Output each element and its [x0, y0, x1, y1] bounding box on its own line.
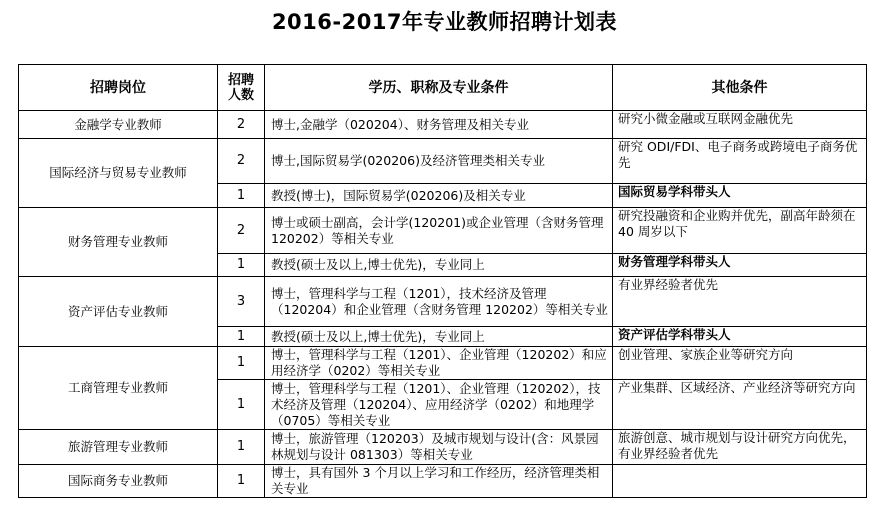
conditions-cell: 博士,国际贸易学(020206)及经济管理类相关专业 [265, 139, 613, 184]
other-cell: 财务管理学科带头人 [613, 254, 867, 277]
position-cell: 金融学专业教师 [19, 111, 218, 139]
count-cell: 3 [218, 277, 265, 327]
table-row [19, 139, 867, 184]
count-cell: 1 [218, 254, 265, 277]
header-count-line1: 招聘 [227, 72, 254, 88]
other-cell: 旅游创意、城市规划与设计研究方向优先，有业界经验者优先 [613, 430, 867, 465]
other-cell: 研究投融资和企业购并优先，副高年龄须在 40 周岁以下 [613, 208, 867, 254]
conditions-cell: 博士，旅游管理（120203）及城市规划与设计(含：风景园林规划与设计 081303）等相关专业 [265, 430, 613, 465]
position-cell: 财务管理专业教师 [19, 208, 218, 277]
count-cell: 2 [218, 111, 265, 139]
count-cell: 1 [218, 184, 265, 208]
conditions-cell: 博士,金融学（020204）、财务管理及相关专业 [265, 111, 613, 139]
conditions-cell: 博士，具有国外 3 个月以上学习和工作经历，经济管理类相关专业 [265, 465, 613, 498]
conditions-cell: 教授(硕士及以上,博士优先)，专业同上 [265, 327, 613, 347]
other-cell: 国际贸易学科带头人 [613, 184, 867, 208]
conditions-cell: 博士，管理科学与工程（1201）、企业管理（120202），技术经济及管理（120204）、应用经济学（0202）和地理学（0705）等相关专业 [265, 380, 613, 430]
other-cell: 研究 ODI/FDI、电子商务或跨境电子商务优先 [613, 139, 867, 184]
other-cell: 研究小微金融或互联网金融优先 [613, 111, 867, 139]
other-cell: 有业界经验者优先 [613, 277, 867, 327]
header-count-line2: 人数 [227, 87, 254, 103]
header-count [218, 65, 265, 111]
position-cell: 资产评估专业教师 [19, 277, 218, 347]
count-cell: 2 [218, 208, 265, 254]
position-cell: 工商管理专业教师 [19, 347, 218, 430]
count-cell: 1 [218, 380, 265, 430]
count-cell: 1 [218, 430, 265, 465]
position-cell: 国际商务专业教师 [19, 465, 218, 498]
table-row [19, 111, 867, 139]
header-row [19, 65, 867, 111]
conditions-cell: 博士，管理科学与工程（1201），技术经济及管理（120204）和企业管理（含财务管理 120202）等相关专业 [265, 277, 613, 327]
table-row [19, 208, 867, 254]
table-row [19, 277, 867, 327]
position-cell: 国际经济与贸易专业教师 [19, 139, 218, 208]
conditions-cell: 博士或硕士副高，会计学(120201)或企业管理（含财务管理 120202）等相关专业 [265, 208, 613, 254]
count-cell: 2 [218, 139, 265, 184]
conditions-cell: 教授(博士)，国际贸易学(020206)及相关专业 [265, 184, 613, 208]
position-cell: 旅游管理专业教师 [19, 430, 218, 465]
table-row [19, 347, 867, 380]
conditions-cell: 博士，管理科学与工程（1201）、企业管理（120202）和应用经济学（0202）等相关专业 [265, 347, 613, 380]
recruitment-table [18, 64, 867, 498]
table-row [19, 430, 867, 465]
other-cell: 创业管理、家族企业等研究方向 [613, 347, 867, 380]
page-title: 2016-2017年专业教师招聘计划表 [271, 10, 618, 34]
other-cell [613, 465, 867, 498]
header-position: 招聘岗位 [19, 65, 218, 111]
count-cell: 1 [218, 347, 265, 380]
other-cell: 资产评估学科带头人 [613, 327, 867, 347]
header-conditions: 学历、职称及专业条件 [265, 65, 613, 111]
count-cell: 1 [218, 465, 265, 498]
table-row [19, 465, 867, 498]
conditions-cell: 教授(硕士及以上,博士优先)，专业同上 [265, 254, 613, 277]
count-cell: 1 [218, 327, 265, 347]
other-cell: 产业集群、区域经济、产业经济等研究方向 [613, 380, 867, 430]
header-other: 其他条件 [613, 65, 867, 111]
